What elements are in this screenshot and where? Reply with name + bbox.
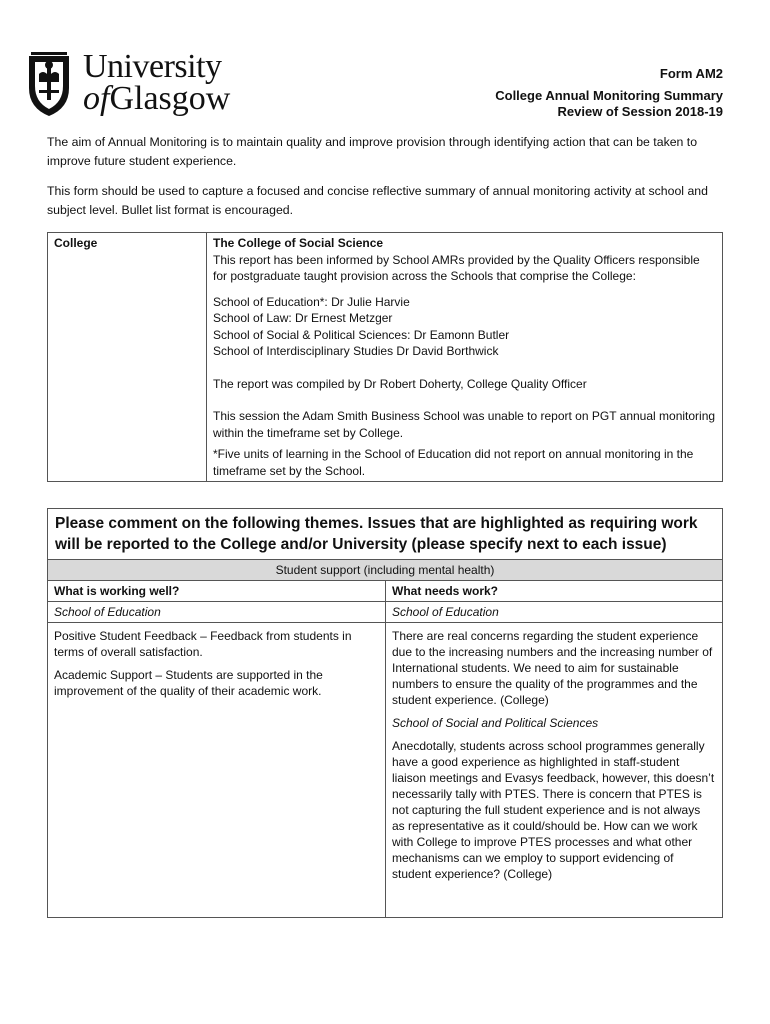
- school-item: School of Law: Dr Ernest Metzger: [213, 311, 393, 325]
- college-informed-text: This report has been informed by School AMRs provided by the Quality Officers responsible for postgraduate taught provision across the Schools that comprise the College:: [213, 252, 700, 283]
- working-well-content: [48, 623, 386, 918]
- form-title: College Annual Monitoring Summary: [495, 88, 723, 103]
- form-subtitle: Review of Session 2018-19: [557, 104, 723, 119]
- college-table: [47, 232, 723, 482]
- section-header: Student support (including mental health): [48, 560, 723, 581]
- working-well-item: Positive Student Feedback – Feedback from students in terms of overall satisfaction.: [54, 629, 352, 659]
- logo-university-text: University: [83, 48, 222, 85]
- compiled-by-text: The report was compiled by Dr Robert Doherty, College Quality Officer: [213, 376, 587, 391]
- form-header: [495, 66, 723, 120]
- column-header-working-well: What is working well?: [48, 581, 386, 602]
- intro-paragraph-aim: The aim of Annual Monitoring is to maintain quality and improve provision through identifying action that can be taken to improve future student experience.: [47, 135, 698, 168]
- intro-paragraph-usage: This form should be used to capture a focused and concise reflective summary of annual monitoring activity at school and subject level. Bullet list format is encouraged.: [47, 184, 708, 217]
- adam-smith-note: This session the Adam Smith Business School was unable to report on PGT annual monitoring within the timeframe set by College.: [213, 409, 716, 440]
- school-item: School of Education*: Dr Julie Harvie: [213, 294, 410, 309]
- college-name: The College of Social Science: [213, 236, 384, 250]
- column-header-needs-work: What needs work?: [386, 581, 723, 602]
- school-item: School of Social & Political Sciences: Dr Eamonn Butler: [213, 327, 510, 342]
- themes-table: [47, 508, 723, 918]
- left-school-label: School of Education: [48, 602, 386, 623]
- needs-work-item: There are real concerns regarding the student experience due to the increasing numbers and the increasing number of International students. We need to aim for sustainable numbers to ensure the quality of the programmes and the student experience. (College): [392, 629, 713, 707]
- working-well-item: Academic Support – Students are supported in the improvement of the quality of their academic work.: [54, 668, 323, 698]
- needs-work-item: Anecdotally, students across school programmes generally have a good experience as highlighted in staff-student liaison meetings and Evasys feedback, however, this doesn’t necessarily tally with PTES. There is concern that PTES is not capturing the full student experience and is not always as representative as it could/should be. How can we work with College to improve PTES processes and what other mechanisms can we employ to support evidencing of student experience? (College): [392, 739, 715, 881]
- form-id: Form AM2: [659, 66, 723, 81]
- needs-work-school-label: School of Social and Political Sciences: [392, 716, 599, 730]
- themes-heading: Please comment on the following themes. Issues that are highlighted as requiring work will be reported to the College and/or University (please specify next to each issue): [48, 509, 723, 560]
- school-item: School of Interdisciplinary Studies Dr David Borthwick: [213, 344, 499, 358]
- college-label: College: [48, 233, 207, 482]
- university-crest-icon: [27, 52, 71, 118]
- needs-work-content: [386, 623, 723, 918]
- education-footnote: *Five units of learning in the School of Education did not report on annual monitoring in the timeframe set by the School.: [213, 447, 694, 478]
- logo-glasgow-text: ofGlasgow: [83, 80, 231, 117]
- college-details: [207, 233, 723, 482]
- university-logo: [27, 48, 257, 122]
- right-school-label: School of Education: [386, 602, 723, 623]
